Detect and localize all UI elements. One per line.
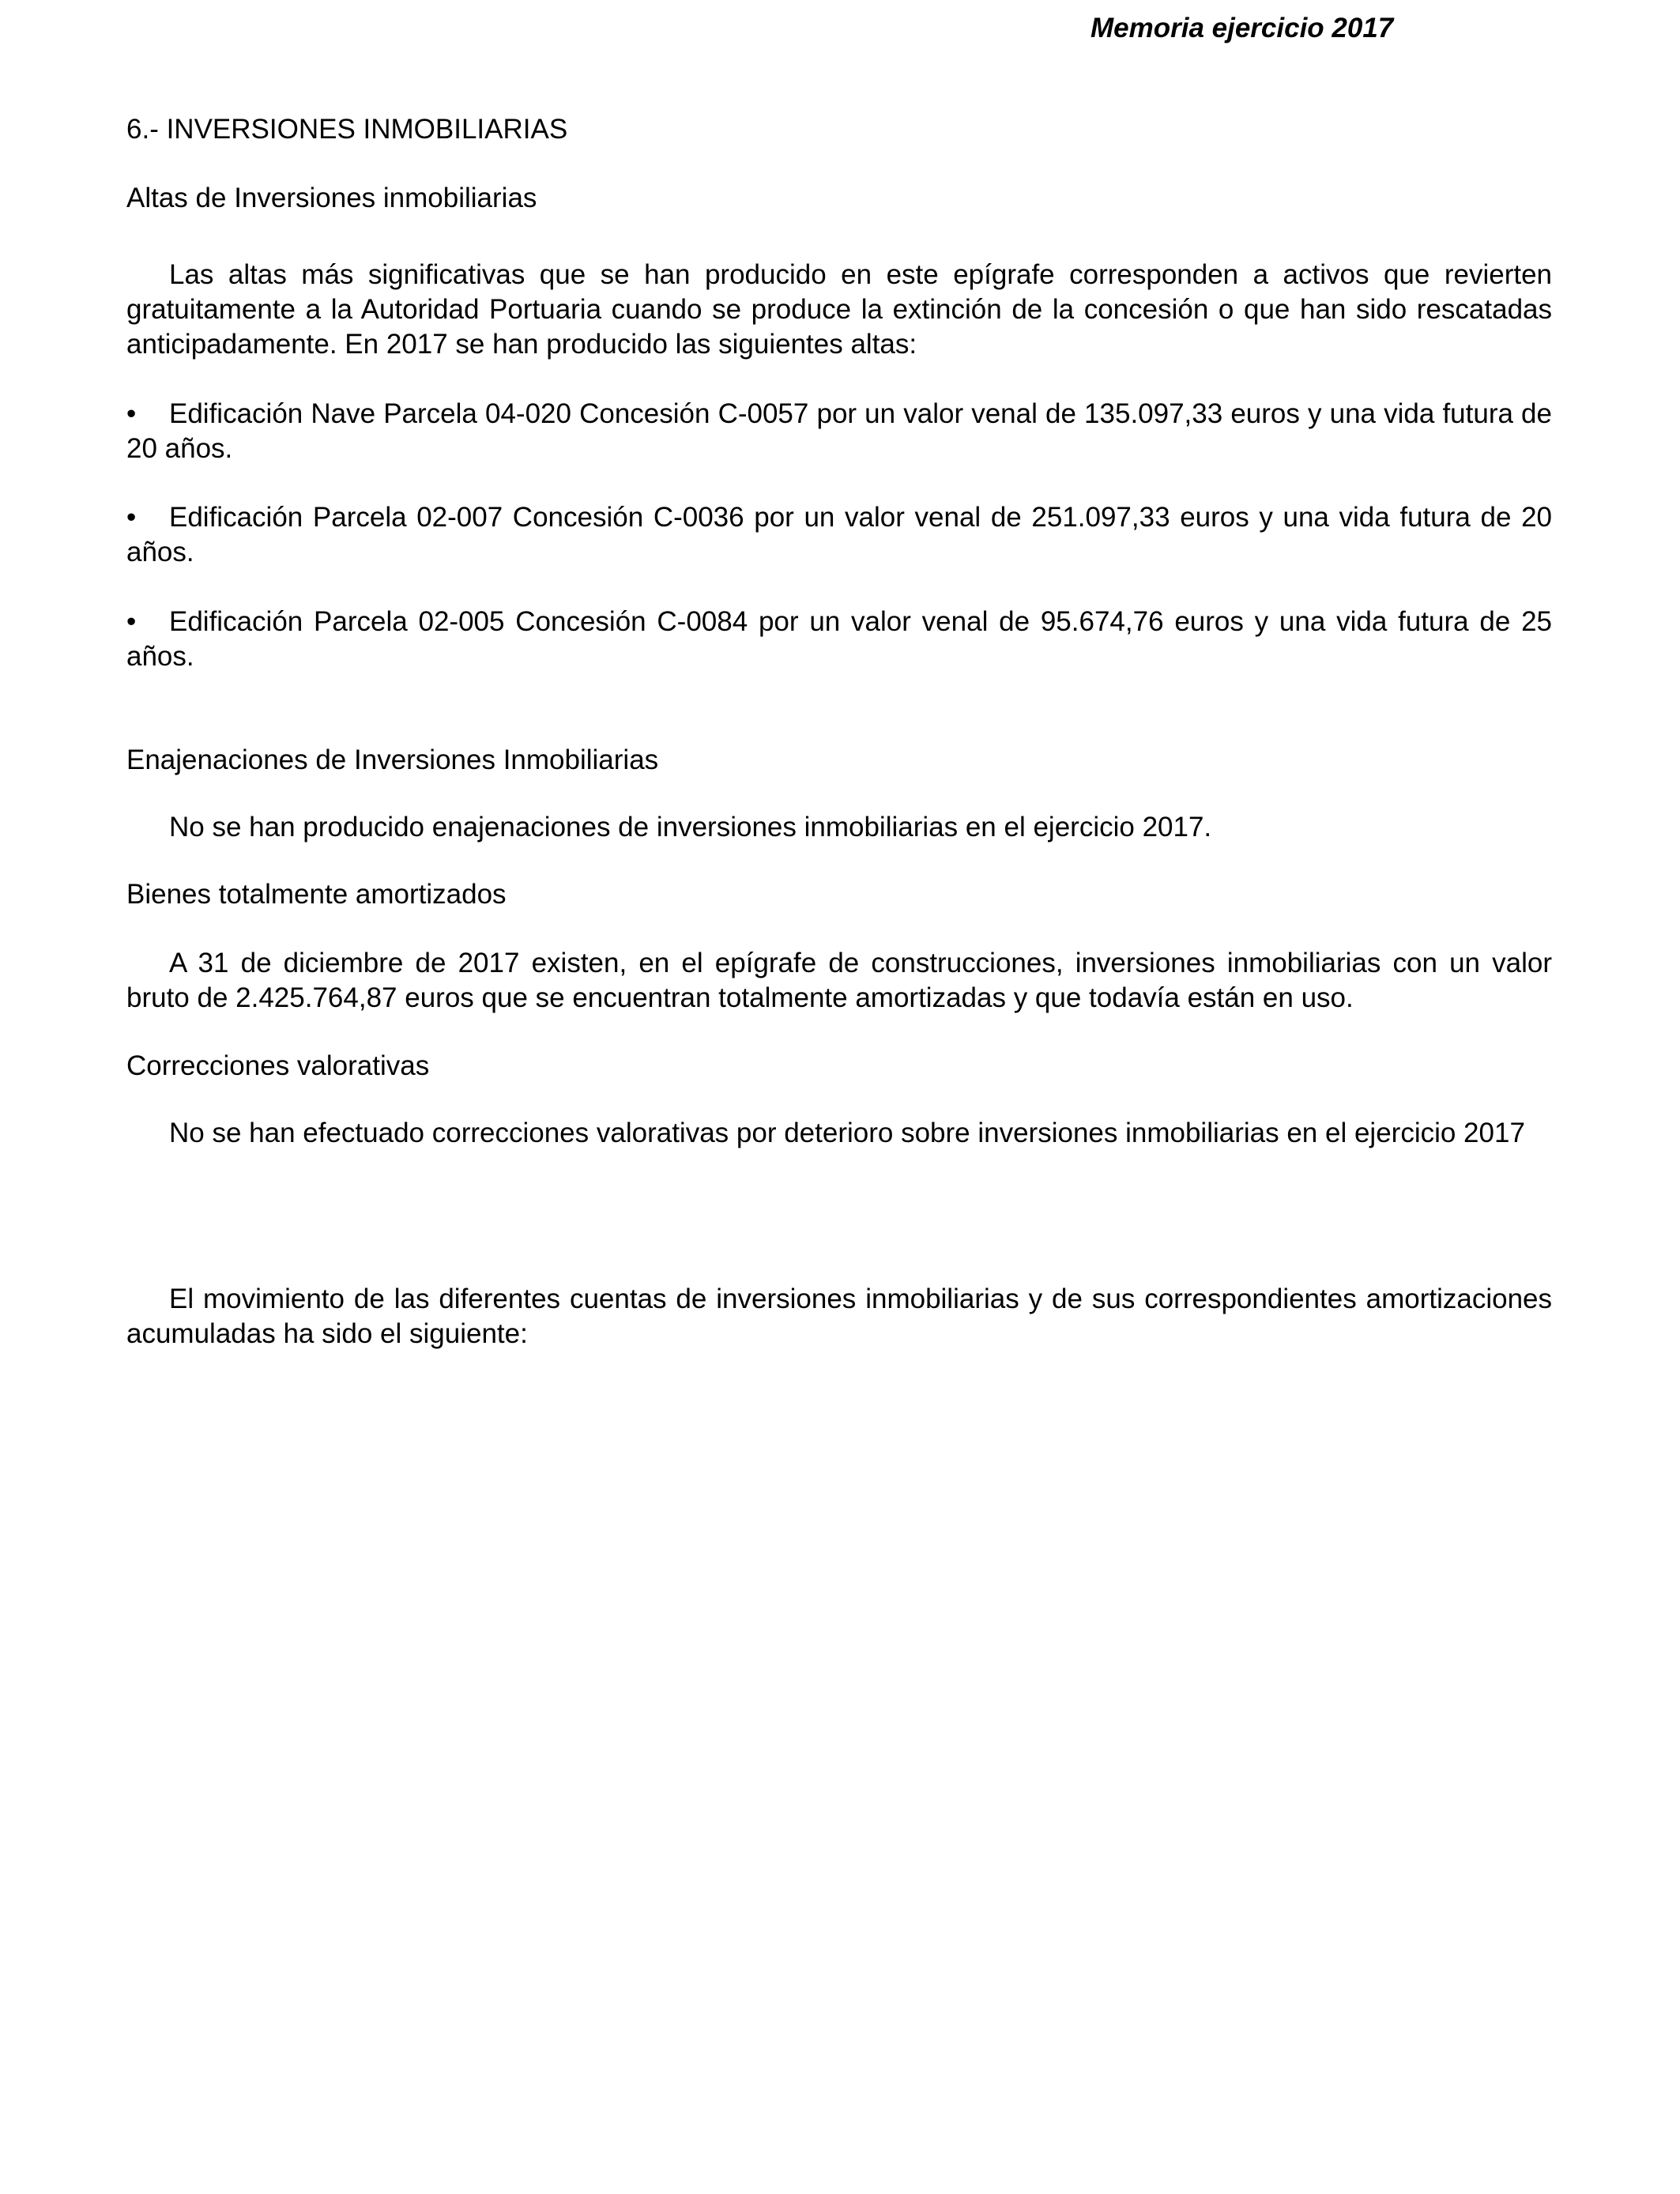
- running-header: Memoria ejercicio 2017: [1090, 13, 1394, 43]
- correcciones-heading: Correcciones valorativas: [126, 1050, 430, 1081]
- altas-intro-paragraph: Las altas más significativas que se han producido en este epígrafe corresponden a activos que revierten gratuitamente a la Autoridad Portuaria cuando se produce la extinción de la concesión o que han sido rescatadas anticipadamente. En 2017 se han producido las siguientes altas:: [126, 259, 1552, 360]
- altas-bullet-item: [126, 397, 1552, 466]
- bullet-icon: •: [126, 398, 137, 429]
- bullet-icon: •: [126, 502, 137, 533]
- altas-bullet-item: [126, 500, 1552, 570]
- enajenaciones-heading: Enajenaciones de Inversiones Inmobiliarias: [126, 745, 659, 775]
- movimiento-paragraph: El movimiento de las diferentes cuentas de inversiones inmobiliarias y de sus correspondientes amortizaciones acumuladas ha sido el siguiente:: [126, 1284, 1552, 1349]
- bullet-text: Edificación Parcela 02-007 Concesión C-0036 por un valor venal de 251.097,33 euros y una vida futura de 20 años.: [126, 502, 1552, 567]
- bienes-paragraph: A 31 de diciembre de 2017 existen, en el epígrafe de construcciones, inversiones inmobiliarias con un valor bruto de 2.425.764,87 euros que se encuentran totalmente amortizadas y que todavía están en uso.: [126, 948, 1552, 1013]
- bienes-heading: Bienes totalmente amortizados: [126, 879, 507, 910]
- enajenaciones-paragraph: No se han producido enajenaciones de inversiones inmobiliarias en el ejercicio 2017.: [169, 812, 1212, 843]
- bullet-text: Edificación Nave Parcela 04-020 Concesión C-0057 por un valor venal de 135.097,33 euros y una vida futura de 20 años.: [126, 398, 1552, 464]
- altas-heading: Altas de Inversiones inmobiliarias: [126, 183, 537, 213]
- altas-bullet-item: [126, 605, 1552, 674]
- section-title: 6.- INVERSIONES INMOBILIARIAS: [126, 114, 568, 145]
- correcciones-paragraph: No se han efectuado correcciones valorativas por deterioro sobre inversiones inmobiliarias en el ejercicio 2017: [169, 1118, 1525, 1148]
- bullet-icon: •: [126, 606, 137, 637]
- bullet-text: Edificación Parcela 02-005 Concesión C-0084 por un valor venal de 95.674,76 euros y una vida futura de 25 años.: [126, 606, 1552, 672]
